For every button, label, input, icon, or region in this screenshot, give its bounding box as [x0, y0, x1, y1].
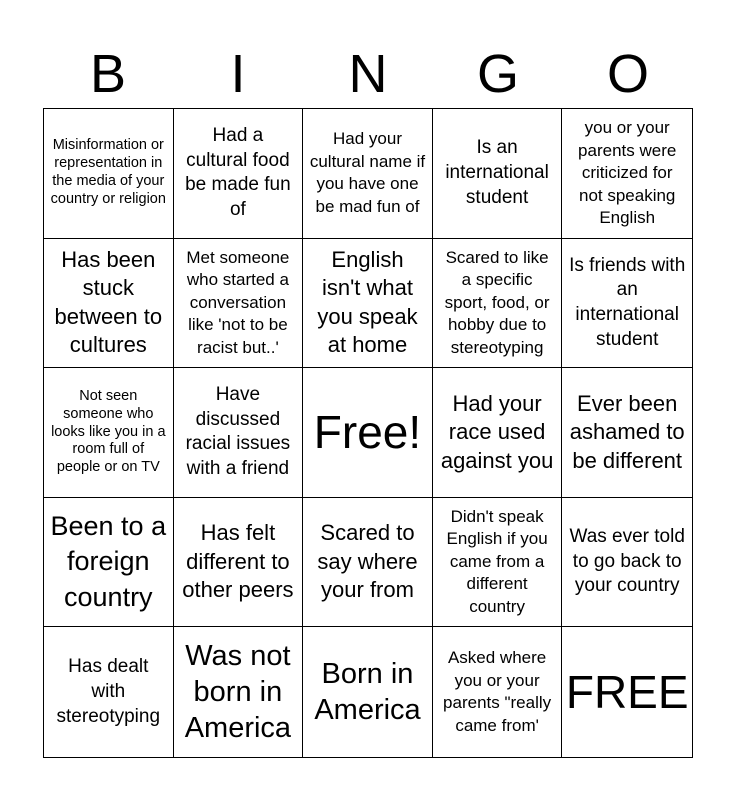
bingo-cell[interactable]: Misinformation or representation in the media of your country or religion: [44, 109, 174, 239]
bingo-cell[interactable]: Not seen someone who looks like you in a room full of people or on TV: [44, 368, 174, 498]
bingo-cell[interactable]: Didn't speak English if you came from a different country: [433, 498, 563, 628]
free-space-cell[interactable]: Free!: [303, 368, 433, 498]
bingo-card-grid: [43, 108, 693, 758]
header-letter-g: G: [476, 44, 519, 104]
bingo-cell[interactable]: Born in America: [303, 627, 433, 757]
bingo-cell[interactable]: Ever been ashamed to be different: [562, 368, 692, 498]
bingo-cell[interactable]: English isn't what you speak at home: [303, 239, 433, 369]
bingo-cell[interactable]: Has felt different to other peers: [174, 498, 304, 628]
header-letter-o: O: [606, 44, 649, 104]
bingo-cell[interactable]: Scared to say where your from: [303, 498, 433, 628]
bingo-cell[interactable]: Has been stuck between to cultures: [44, 239, 174, 369]
header-letter-b: B: [89, 44, 127, 104]
free-space-cell[interactable]: FREE: [565, 666, 689, 719]
bingo-cell[interactable]: Is an international student: [433, 109, 563, 239]
bingo-cell[interactable]: Has dealt with stereotyping: [44, 627, 174, 757]
bingo-cell[interactable]: Met someone who started a conversation like 'not to be racist but..': [174, 239, 304, 369]
bingo-cell[interactable]: Had your race used against you: [433, 368, 563, 498]
bingo-cell[interactable]: Was ever told to go back to your country: [562, 498, 692, 628]
bingo-cell[interactable]: Have discussed racial issues with a friend: [174, 368, 304, 498]
bingo-cell[interactable]: Asked where you or your parents "really came from': [433, 627, 563, 757]
bingo-cell[interactable]: Scared to like a specific sport, food, or hobby due to stereotyping: [433, 239, 563, 369]
header-letter-n: N: [348, 44, 388, 104]
bingo-cell[interactable]: Is friends with an international student: [562, 239, 692, 369]
bingo-header: [43, 40, 693, 108]
bingo-cell[interactable]: Been to a foreign country: [44, 498, 174, 628]
bingo-cell[interactable]: Was not born in America: [174, 627, 304, 757]
bingo-cell[interactable]: you or your parents were criticized for not speaking English: [562, 109, 692, 239]
bingo-cell[interactable]: Had your cultural name if you have one be mad fun of: [303, 109, 433, 239]
bingo-cell[interactable]: Had a cultural food be made fun of: [174, 109, 304, 239]
header-letter-i: I: [230, 44, 246, 104]
